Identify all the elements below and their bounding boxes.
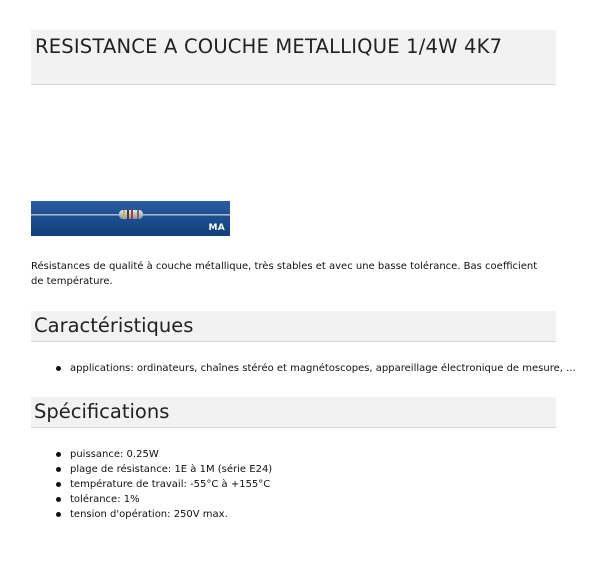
- list-item-text: température de travail: -55°C à +155°C: [70, 479, 271, 490]
- specifications-list: [55, 447, 272, 522]
- product-description: Résistances de qualité à couche métallique, très stables et avec une basse tolérance. Bas coefficient de température.: [31, 261, 538, 287]
- characteristics-list: [55, 361, 576, 376]
- brand-label: MA: [208, 223, 225, 233]
- resistor-band-2: [127, 210, 129, 219]
- bullet-icon: [56, 467, 61, 472]
- bullet-icon: [56, 452, 61, 457]
- list-item: [55, 447, 272, 462]
- bullet-icon: [56, 482, 61, 487]
- resistor-band-3: [131, 210, 133, 219]
- list-item-text: tolérance: 1%: [70, 494, 140, 505]
- bullet-icon: [56, 497, 61, 502]
- list-item: [55, 477, 272, 492]
- list-item-text: tension d'opération: 250V max.: [70, 509, 228, 520]
- bullet-icon: [56, 366, 61, 371]
- list-item-text: plage de résistance: 1E à 1M (série E24): [70, 464, 273, 475]
- page-title: RESISTANCE A COUCHE METALLIQUE 1/4W 4K7: [35, 35, 503, 58]
- characteristics-header: [31, 311, 556, 342]
- characteristics-heading: Caractéristiques: [34, 314, 194, 337]
- list-item: [55, 462, 272, 477]
- title-bar: [31, 30, 556, 85]
- resistor-band-1: [123, 210, 125, 219]
- bullet-icon: [56, 512, 61, 517]
- list-item-text: applications: ordinateurs, chaînes stéréo et magnétoscopes, appareillage électronique de mesure, ...: [70, 363, 576, 374]
- resistor-band-4: [137, 210, 139, 219]
- list-item: [55, 361, 576, 376]
- list-item: [55, 492, 272, 507]
- specifications-heading: Spécifications: [34, 400, 170, 423]
- list-item: [55, 507, 272, 522]
- product-image: [31, 201, 230, 236]
- specifications-header: [31, 397, 556, 428]
- list-item-text: puissance: 0.25W: [70, 449, 159, 460]
